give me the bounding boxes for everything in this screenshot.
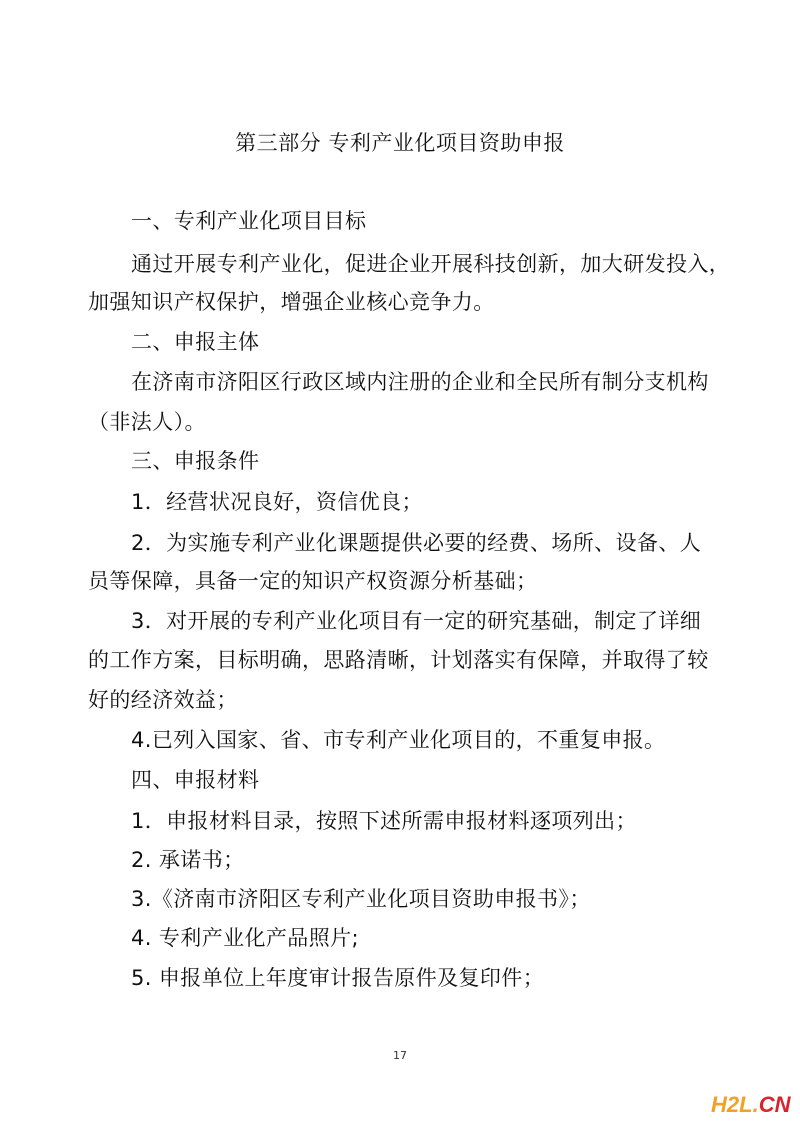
paragraph-line: 通过开展专利产业化，促进企业开展科技创新，加大研发投入，	[131, 252, 731, 276]
list-item: 5. 申报单位上年度审计报告原件及复印件；	[131, 966, 545, 990]
list-item: 4. 专利产业化产品照片;	[131, 926, 359, 950]
list-item-continuation: 的工作方案，目标明确，思路清晰，计划落实有保障，并取得了较	[88, 648, 709, 672]
watermark-tld: CN	[758, 1092, 791, 1117]
section-heading-4: 四、申报材料	[131, 768, 260, 792]
paragraph-line: 加强知识产权保护，增强企业核心竞争力。	[88, 290, 495, 314]
paragraph-line: （非法人）。	[88, 410, 206, 434]
list-item: 1．经营状况良好，资信优良；	[131, 490, 423, 514]
list-item-continuation: 员等保障，具备一定的知识产权资源分析基础；	[88, 569, 538, 593]
watermark-dot: .	[752, 1092, 759, 1117]
list-item: 4.已列入国家、省、市专利产业化项目的，不重复申报。	[131, 728, 666, 752]
section-heading-3: 三、申报条件	[131, 449, 260, 473]
list-item: 3．对开展的专利产业化项目有一定的研究基础，制定了详细	[131, 609, 702, 633]
watermark-brand: H2L	[711, 1092, 753, 1117]
list-item: 1．申报材料目录，按照下述所需申报材料逐项列出；	[131, 809, 637, 833]
section-heading-1: 一、专利产业化项目目标	[131, 209, 367, 233]
paragraph-line: 在济南市济阳区行政区域内注册的企业和全民所有制分支机构	[131, 370, 709, 394]
page-number: 17	[393, 1049, 407, 1062]
page-title: 第三部分 专利产业化项目资助申报	[235, 131, 565, 155]
list-item-continuation: 好的经济效益；	[88, 688, 238, 712]
list-item: 2. 承诺书；	[131, 848, 245, 872]
site-watermark	[711, 1090, 793, 1120]
list-item: 2．为实施专利产业化课题提供必要的经费、场所、设备、人	[131, 531, 702, 555]
section-heading-2: 二、申报主体	[131, 330, 260, 354]
list-item: 3.《济南市济阳区专利产业化项目资助申报书》；	[131, 887, 591, 911]
